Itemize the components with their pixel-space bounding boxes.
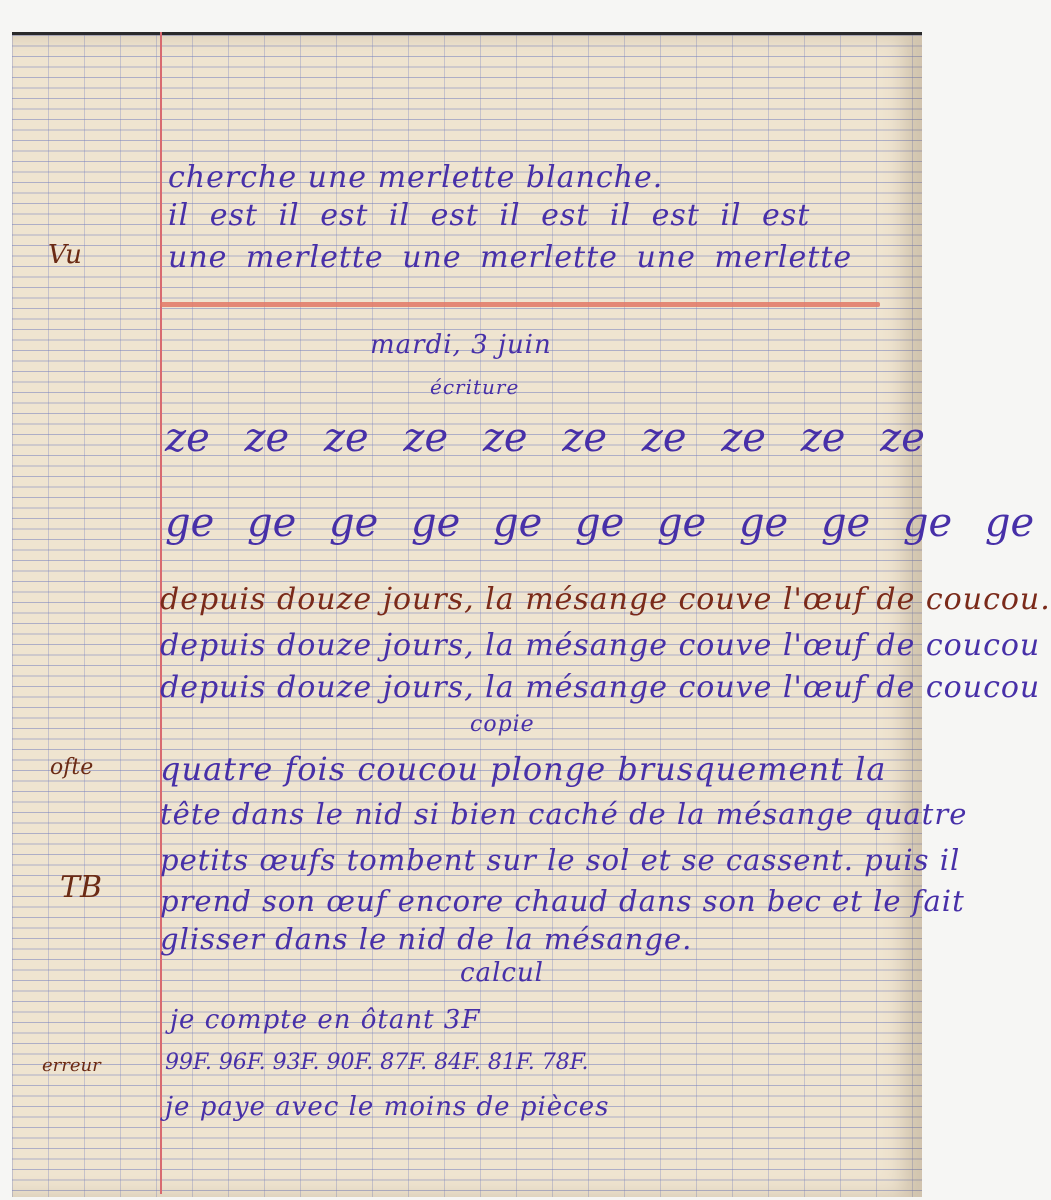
separator-rule [160, 302, 880, 307]
copie-line-2: tête dans le nid si bien caché de la mésange quatre [160, 797, 968, 831]
margin-note-tb: TB [60, 870, 103, 905]
calcul-heading: calcul [460, 958, 544, 988]
line-il-est: il est il est il est il est il est il est [168, 198, 811, 233]
model-sentence: depuis douze jours, la mésange couve l'œuf de coucou. [160, 582, 1051, 617]
copie-line-1: quatre fois coucou plonge brusquement la [160, 750, 887, 788]
copie-line-4: prend son œuf encore chaud dans son bec et le fait [160, 884, 965, 918]
calcul-line-3: je paye avec le moins de pièces [165, 1092, 610, 1122]
date-heading: mardi, 3 juin [370, 330, 552, 360]
line-une-merlette: une merlette une merlette une merlette [168, 240, 853, 275]
ge-row: ge ge ge ge ge ge ge ge ge ge ge [165, 500, 1035, 546]
margin-note-vu: Vu [48, 240, 82, 270]
margin-note-erreur: erreur [42, 1055, 101, 1076]
margin-note-ofte: ofte [50, 755, 94, 780]
ze-row: ze ze ze ze ze ze ze ze ze ze [165, 415, 925, 461]
line-cherche: cherche une merlette blanche. [168, 160, 664, 195]
calcul-line-2: 99F. 96F. 93F. 90F. 87F. 84F. 81F. 78F. [165, 1050, 589, 1075]
copie-heading: copie [470, 712, 535, 737]
copy-sentence-2: depuis douze jours, la mésange couve l'œuf de coucou [160, 670, 1041, 705]
copie-line-5: glisser dans le nid de la mésange. [160, 922, 693, 956]
calcul-line-1: je compte en ôtant 3F [170, 1005, 481, 1035]
ecriture-heading: écriture [430, 375, 520, 399]
copy-sentence-1: depuis douze jours, la mésange couve l'œuf de coucou [160, 628, 1041, 663]
copie-line-3: petits œufs tombent sur le sol et se cassent. puis il [160, 843, 961, 877]
